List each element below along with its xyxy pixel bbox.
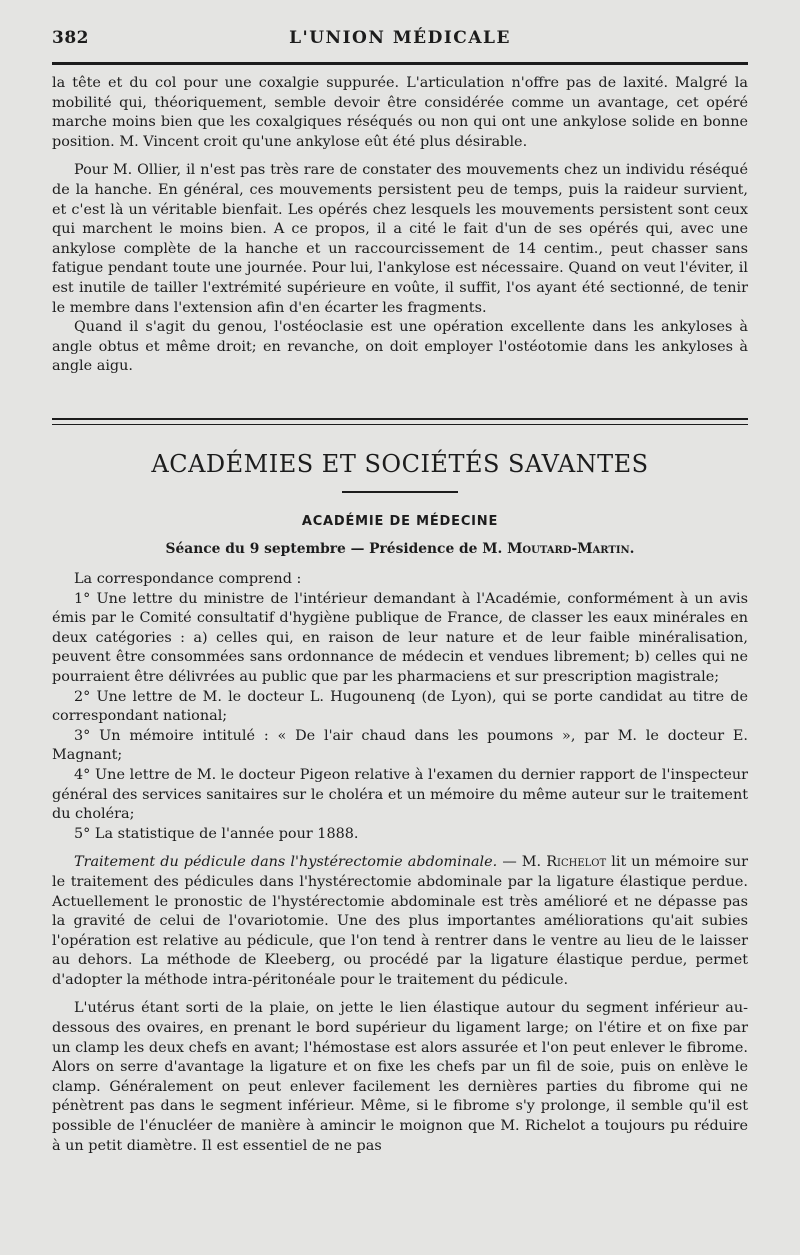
article-text: lit un mémoire sur le traitement des pédicules dans l'hystérectomie abdominale par la ligature élastique perdue. Actuellement le pronostic de l'hystérectomie abdominale est très amélioré et ne dépasse pas la gravité de celui de l'ovariotomie. Une des plus importantes améliorations qu'ait subies l'opération est relative au pédicule, que l'on tend à rentrer dans le ventre au lieu de le laisser au dehors. La méthode de Kleeberg, ou procédé par la ligature élastique perdue, permet d'adopter la méthode intra-péritonéale pour le traitement du pédicule.: [52, 854, 748, 988]
correspondence-item: 4° Une lettre de M. le docteur Pigeon relative à l'examen du dernier rapport de l'inspecteur général des services sanitaires sur le choléra et un mémoire du même auteur sur le traitement du choléra;: [52, 766, 748, 823]
page-number: 382: [52, 28, 89, 48]
journal-title: L'UNION MÉDICALE: [289, 28, 511, 48]
correspondence-item: 1° Une lettre du ministre de l'intérieur demandant à l'Académie, conformément à un avis émis par le Comité consultatif d'hygiène publique de France, de classer les eaux minérales en deux catégories : a) celles qui, en raison de leur nature et de leur faible minéralisation, peuvent être consommées sans ordonnance de médecin et vendues librement; b) celles qui ne pourraient être délivrées au public que par les pharmaciens et sur prescription magistrale;: [52, 590, 748, 685]
correspondence-item: 2° Une lettre de M. le docteur L. Hugounenq (de Lyon), qui se porte candidat au titre de correspondant national;: [52, 688, 748, 725]
article-title: Traitement du pédicule dans l'hystérectomie abdominale.: [74, 854, 498, 871]
paragraph-genou: Quand il s'agit du genou, l'ostéoclasie est une opération excellente dans les ankyloses à angle obtus et même droit; en revanche, on doit employer l'ostéotomie dans les ankyloses à angle aigu.: [52, 319, 748, 375]
session-line: [52, 541, 748, 557]
article-paragraph: [52, 853, 748, 990]
header-rule: [52, 62, 748, 65]
page-header: [52, 28, 748, 56]
paragraph-ollier: Pour M. Ollier, il n'est pas très rare de constater des mouvements chez un individu réséqué de la hanche. En général, ces mouvements persistent peu de temps, puis la raideur survient, et c'est là un véritable bienfait. Les opérés chez lesquels les mouvements persistent sont ceux qui marchent le moins bien. A ce propos, il a cité le fait d'un de ses opérés qui, avec une ankylose complète de la hanche et un raccourcissement de 14 centim., peut chasser sans fatigue pendant toute une journée. Pour lui, l'ankylose est nécessaire. Quand on veut l'éviter, il est inutile de tailler l'extrémité supérieure en voûte, il suffit, l'os ayant été sectionné, de tenir le membre dans l'extension afin d'en écarter les fragments.: [52, 162, 748, 316]
correspondence-intro: La correspondance comprend :: [74, 571, 302, 587]
section-title: ACADÉMIES ET SOCIÉTÉS SAVANTES: [151, 450, 649, 478]
article-dash: — M.: [497, 854, 547, 871]
correspondence-item: 5° La statistique de l'année pour 1888.: [74, 825, 359, 842]
section-divider: [52, 418, 748, 425]
subsection-title: ACADÉMIE DE MÉDECINE: [301, 514, 499, 529]
article-paragraph-2: L'utérus étant sorti de la plaie, on jette le lien élastique autour du segment inférieur au-dessous des ovaires, en prenant le bord supérieur du ligament large; on l'étire et on fixe par un clamp les deux chefs en avant; l'hémostase est alors assurée et l'on peut enlever le fibrome. Alors on serre d'avantage la ligature et on fixe les chefs par un fil de soie, puis on enlève le clamp. Généralement on peut enlever facilement les dernières parties du fibrome qui ne pénètrent pas dans le segment inférieur. Même, si le fibrome s'y prolonge, il semble qu'il est possible de l'énucléer de manière à amincir le moignon que M. Richelot a toujours pu réduire à un petit diamètre. Il est essentiel de ne pas: [52, 1000, 748, 1154]
paragraph-vincent: la tête et du col pour une coxalgie suppurée. L'articulation n'offre pas de laxité. Malgré la mobilité qui, théoriquement, semble devoir être considérée comme un avantage, cet opéré marche moins bien que les coxalgiques réséqués ou non qui ont une ankylose solide en bonne position. M. Vincent croit qu'une ankylose eût été plus désirable.: [52, 75, 748, 150]
article-author: Richelot: [546, 854, 607, 871]
body-text-block: [52, 570, 748, 1156]
section-title-rule: [342, 491, 458, 493]
session-president: Moutard-Martin.: [507, 541, 635, 557]
session-prefix: Séance du 9 septembre — Présidence de M.: [165, 541, 503, 557]
top-text-block: [52, 74, 748, 377]
correspondence-item: 3° Un mémoire intitulé : « De l'air chaud dans les poumons », par M. le docteur E. Magnant;: [52, 727, 748, 764]
